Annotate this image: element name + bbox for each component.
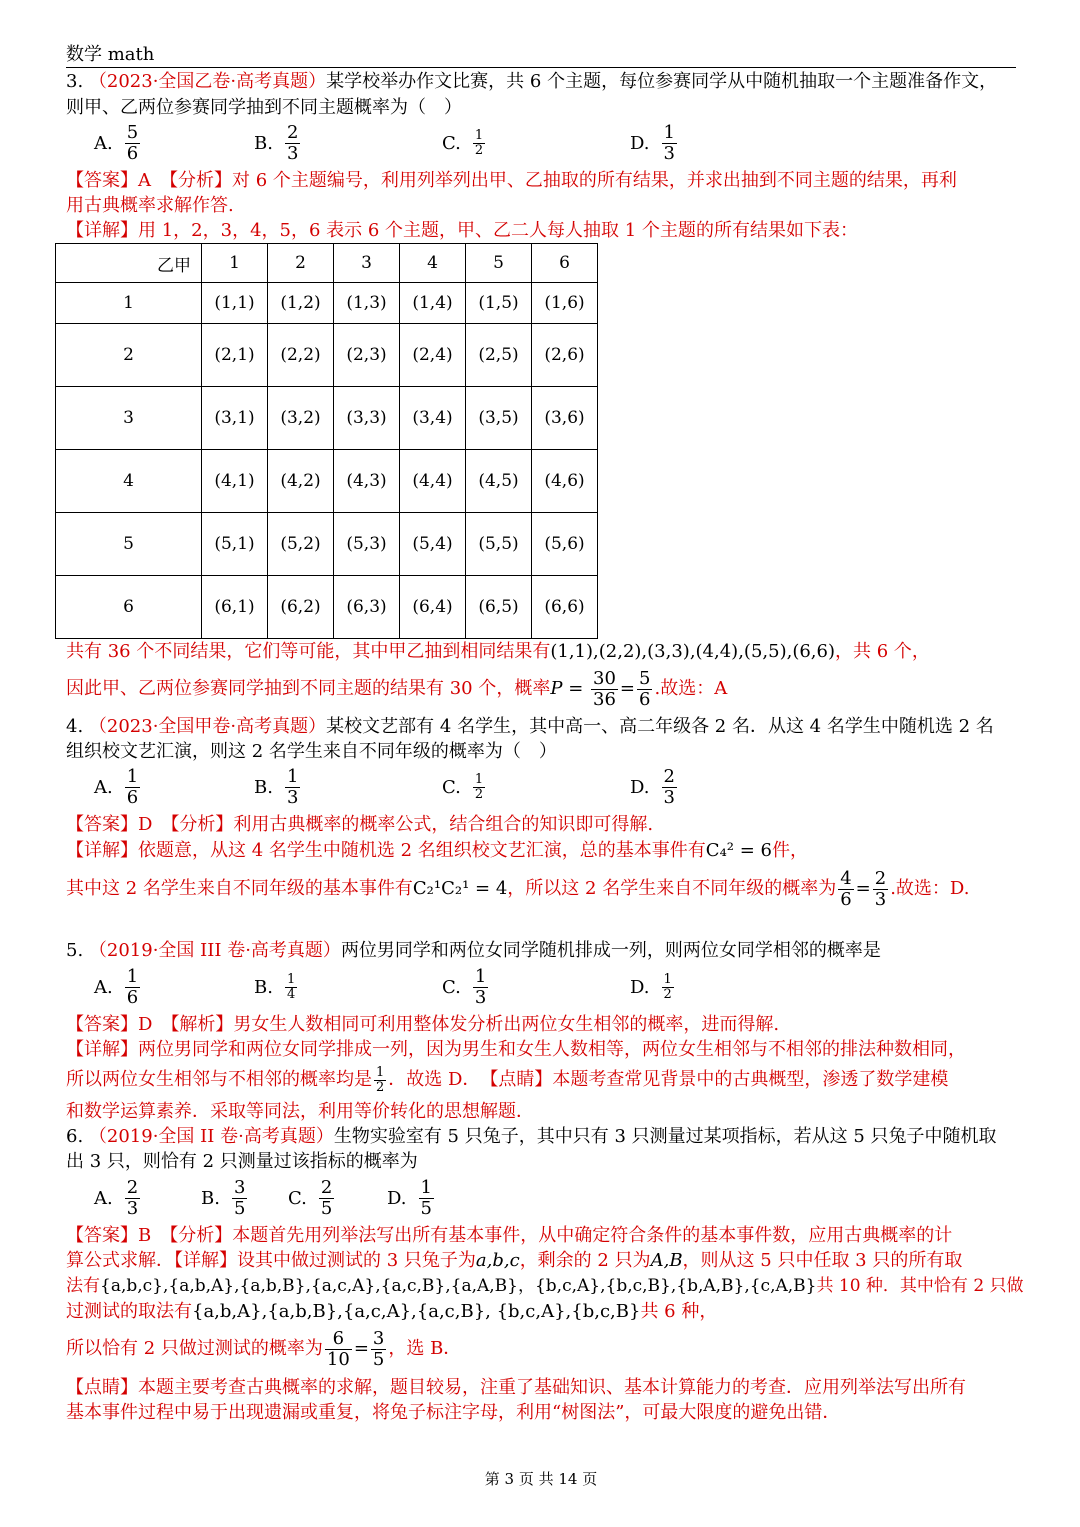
table-row [56, 324, 598, 387]
q6-answer-3: 法有{a,b,c},{a,b,A},{a,b,B},{a,c,A},{a,c,B},{a,A,B}，{b,c,A},{b,c,B},{b,A,B},{c,A,B}共 10 种．其中恰有 2 只做 [66, 1276, 1024, 1296]
table-cell: (3,1) [202, 387, 268, 450]
q3-option-d: D. $\frac{1}{3}$ [630, 121, 675, 164]
q5-options [94, 964, 994, 1010]
q6-note-2: 基本事件过程中易于出现遗漏或重复，将兔子标注字母，利用“树图法”，可最大限度的避免出错． [66, 1402, 841, 1423]
table-cell: (1,3) [334, 283, 400, 324]
table-cell: (3,3) [334, 387, 400, 450]
table-cell: (3,5) [466, 387, 532, 450]
table-cell: (6,2) [268, 576, 334, 639]
q4-option-a: A. $\frac{1}{6}$ [94, 765, 139, 808]
q4-answer: 【答案】D 【分析】利用古典概率的概率公式，结合组合的知识即可得解. [66, 814, 654, 835]
q3-option-a: A. $\frac{5}{6}$ [94, 121, 139, 164]
q6-answer-5: 所以恰有 2 只做过测试的概率为 $\frac{6}{10}$ = $\frac{3}{5}$ ，选 B． [66, 1327, 462, 1370]
table-cell: (6,6) [532, 576, 598, 639]
q6-option-b: B. $\frac{3}{5}$ [201, 1176, 246, 1219]
q3-options [94, 120, 994, 166]
q6-answer-4: 过测试的取法有{a,b,A},{a,b,B},{a,c,A},{a,c,B}, {b,c,A},{b,c,B}共 6 种， [66, 1301, 718, 1322]
table-cell: (2,2) [268, 324, 334, 387]
table-cell: (3,2) [268, 387, 334, 450]
q3-line-1: 3. （2023·全国乙卷·高考真题）某学校举办作文比赛，共 6 个主题，每位参赛同学从中随机抽取一个主题准备作文， [66, 71, 998, 92]
page-footer: 第 3 页 共 14 页 [484, 1470, 598, 1488]
table-cell: (1,6) [532, 283, 598, 324]
q4-option-c: C. $\frac{1}{2}$ [442, 771, 484, 802]
table-cell: (5,6) [532, 513, 598, 576]
table-row [56, 450, 598, 513]
table-col-header: 2 [268, 244, 334, 283]
q6-answer-2: 算公式求解．【详解】设其中做过测试的 3 只兔子为a,b,c，剩余的 2 只为A,B，则从这 5 只中任取 3 只的所有取 [66, 1250, 963, 1271]
q4-detail-2: 其中这 2 名学生来自不同年级的基本事件有 C₂¹C₂¹ = 4 ，所以这 2 名学生来自不同年级的概率为 $\frac{4}{6}$ = $\frac{2}{3}$ .故选：D. [66, 867, 970, 910]
table-cell: (4,3) [334, 450, 400, 513]
table-cell: (6,5) [466, 576, 532, 639]
q5-option-c: C. $\frac{1}{3}$ [442, 965, 487, 1008]
table-cell: (6,1) [202, 576, 268, 639]
q5-option-b: B. $\frac{1}{4}$ [254, 971, 296, 1002]
q6-note-1: 【点睛】本题主要考查古典概率的求解，题目较易，注重了基础知识、基本计算能力的考查．应用列举法写出所有 [66, 1377, 966, 1398]
q3-answer-line-2: 用古典概率求解作答. [66, 195, 234, 216]
q6-line-1: 6. （2019·全国 II 卷·高考真题）生物实验室有 5 只兔子，其中只有 3 只测量过某项指标，若从这 5 只兔子中随机取 [66, 1126, 997, 1147]
q3-source: （2023·全国乙卷·高考真题） [88, 71, 327, 92]
q5-answer: 【答案】D 【解析】男女生人数相同可利用整体发分析出两位女生相邻的概率，进而得解. [66, 1014, 780, 1035]
table-col-header: 1 [202, 244, 268, 283]
table-row [56, 283, 598, 324]
q6-source: （2019·全国 II 卷·高考真题） [88, 1126, 334, 1147]
table-cell: (6,3) [334, 576, 400, 639]
q3-option-b: B. $\frac{2}{3}$ [254, 121, 299, 164]
table-cell: (5,2) [268, 513, 334, 576]
q4-detail-1: 【详解】依题意，从这 4 名学生中随机选 2 名组织校文艺汇演，总的基本事件有C₄² = 6件， [66, 840, 808, 861]
table-col-header: 3 [334, 244, 400, 283]
table-cell: (5,1) [202, 513, 268, 576]
q6-options [94, 1175, 994, 1221]
table-cell: (4,4) [400, 450, 466, 513]
q4-option-d: D. $\frac{2}{3}$ [630, 765, 675, 808]
table-cell: (5,4) [400, 513, 466, 576]
q3-detail: 【详解】用 1，2，3，4，5，6 表示 6 个主题，甲、乙二人每人抽取 1 个主题的所有结果如下表： [66, 220, 858, 241]
table-cell: (2,1) [202, 324, 268, 387]
q4-options [94, 764, 994, 810]
q6-option-c: C. $\frac{2}{5}$ [288, 1176, 333, 1219]
table-row-header: 4 [56, 450, 202, 513]
q6-option-d: D. $\frac{1}{5}$ [387, 1176, 432, 1219]
q5-option-d: D. $\frac{1}{2}$ [630, 971, 672, 1002]
q4-option-b: B. $\frac{1}{3}$ [254, 765, 299, 808]
table-col-header: 5 [466, 244, 532, 283]
table-row [56, 576, 598, 639]
table-col-header: 4 [400, 244, 466, 283]
table-row-header: 6 [56, 576, 202, 639]
table-cell: (4,6) [532, 450, 598, 513]
table-cell: (3,6) [532, 387, 598, 450]
q5-option-a: A. $\frac{1}{6}$ [94, 965, 139, 1008]
table-row [56, 513, 598, 576]
q4-line-2: 组织校文艺汇演，则这 2 名学生来自不同年级的概率为（ ） [66, 741, 557, 762]
table-cell: (1,4) [400, 283, 466, 324]
q5-source: （2019·全国 III 卷·高考真题） [88, 940, 341, 961]
table-cell: (5,3) [334, 513, 400, 576]
q3-line-2: 则甲、乙两位参赛同学抽到不同主题概率为（ ） [66, 97, 462, 118]
table-cell: (4,5) [466, 450, 532, 513]
q5-detail-2: 所以两位女生相邻与不相邻的概率均是 $\frac{1}{2}$ ．故选 D． 【点睛】本题考查常见背景中的古典概型，渗透了数学建模 [66, 1064, 949, 1095]
table-row [56, 387, 598, 450]
table-cell: (3,4) [400, 387, 466, 450]
table-cell: (6,4) [400, 576, 466, 639]
q4-source: （2023·全国甲卷·高考真题） [88, 716, 327, 737]
q5-detail-3: 和数学运算素养．采取等同法，利用等价转化的思想解题． [66, 1101, 534, 1122]
table-row-header: 1 [56, 283, 202, 324]
table-cell: (4,1) [202, 450, 268, 513]
q4-line-1: 4. （2023·全国甲卷·高考真题）某校文艺部有 4 名学生，其中高一、高二年级各 2 名．从这 4 名学生中随机选 2 名 [66, 716, 994, 737]
table-cell: (5,5) [466, 513, 532, 576]
table-cell: (2,4) [400, 324, 466, 387]
table-col-header: 6 [532, 244, 598, 283]
table-row-header: 2 [56, 324, 202, 387]
q6-line-2: 出 3 只，则恰有 2 只测量过该指标的概率为 [66, 1151, 418, 1172]
table-cell: (2,5) [466, 324, 532, 387]
outcome-table [55, 243, 598, 639]
header-title: 数学 math [66, 44, 155, 65]
table-cell: (4,2) [268, 450, 334, 513]
q5-detail-1: 【详解】两位男同学和两位女同学排成一列，因为男生和女生人数相等，两位女生相邻与不相邻的排法种数相同， [66, 1039, 966, 1060]
table-row-header: 5 [56, 513, 202, 576]
table-header-row [56, 244, 598, 283]
table-cell: (1,1) [202, 283, 268, 324]
q6-option-a: A. $\frac{2}{3}$ [94, 1176, 139, 1219]
q3-answer-line-1: 【答案】A 【分析】对 6 个主题编号，利用列举列出甲、乙抽取的所有结果，并求出抽到不同主题的结果，再利 [66, 170, 957, 191]
q3-option-c: C. $\frac{1}{2}$ [442, 127, 484, 158]
table-row-header: 3 [56, 387, 202, 450]
q6-answer-1: 【答案】B 【分析】本题首先用列举法写出所有基本事件，从中确定符合条件的基本事件数，应用古典概率的计 [66, 1225, 953, 1246]
q3-summary-2: 因此甲、乙两位参赛同学抽到不同主题的结果有 30 个，概率 P = $\frac{30}{36}$ = $\frac{5}{6}$ .故选：A [66, 667, 728, 710]
header-rule [66, 67, 1016, 68]
table-cell: (1,5) [466, 283, 532, 324]
q5-line-1: 5. （2019·全国 III 卷·高考真题）两位男同学和两位女同学随机排成一列，则两位女同学相邻的概率是 [66, 940, 881, 961]
q3-summary-1: 共有 36 个不同结果，它们等可能，其中甲乙抽到相同结果有(1,1),(2,2),(3,3),(4,4),(5,5),(6,6)，共 6 个， [66, 641, 930, 662]
table-corner: 乙甲 [56, 244, 202, 283]
table-cell: (2,6) [532, 324, 598, 387]
table-cell: (2,3) [334, 324, 400, 387]
table-cell: (1,2) [268, 283, 334, 324]
